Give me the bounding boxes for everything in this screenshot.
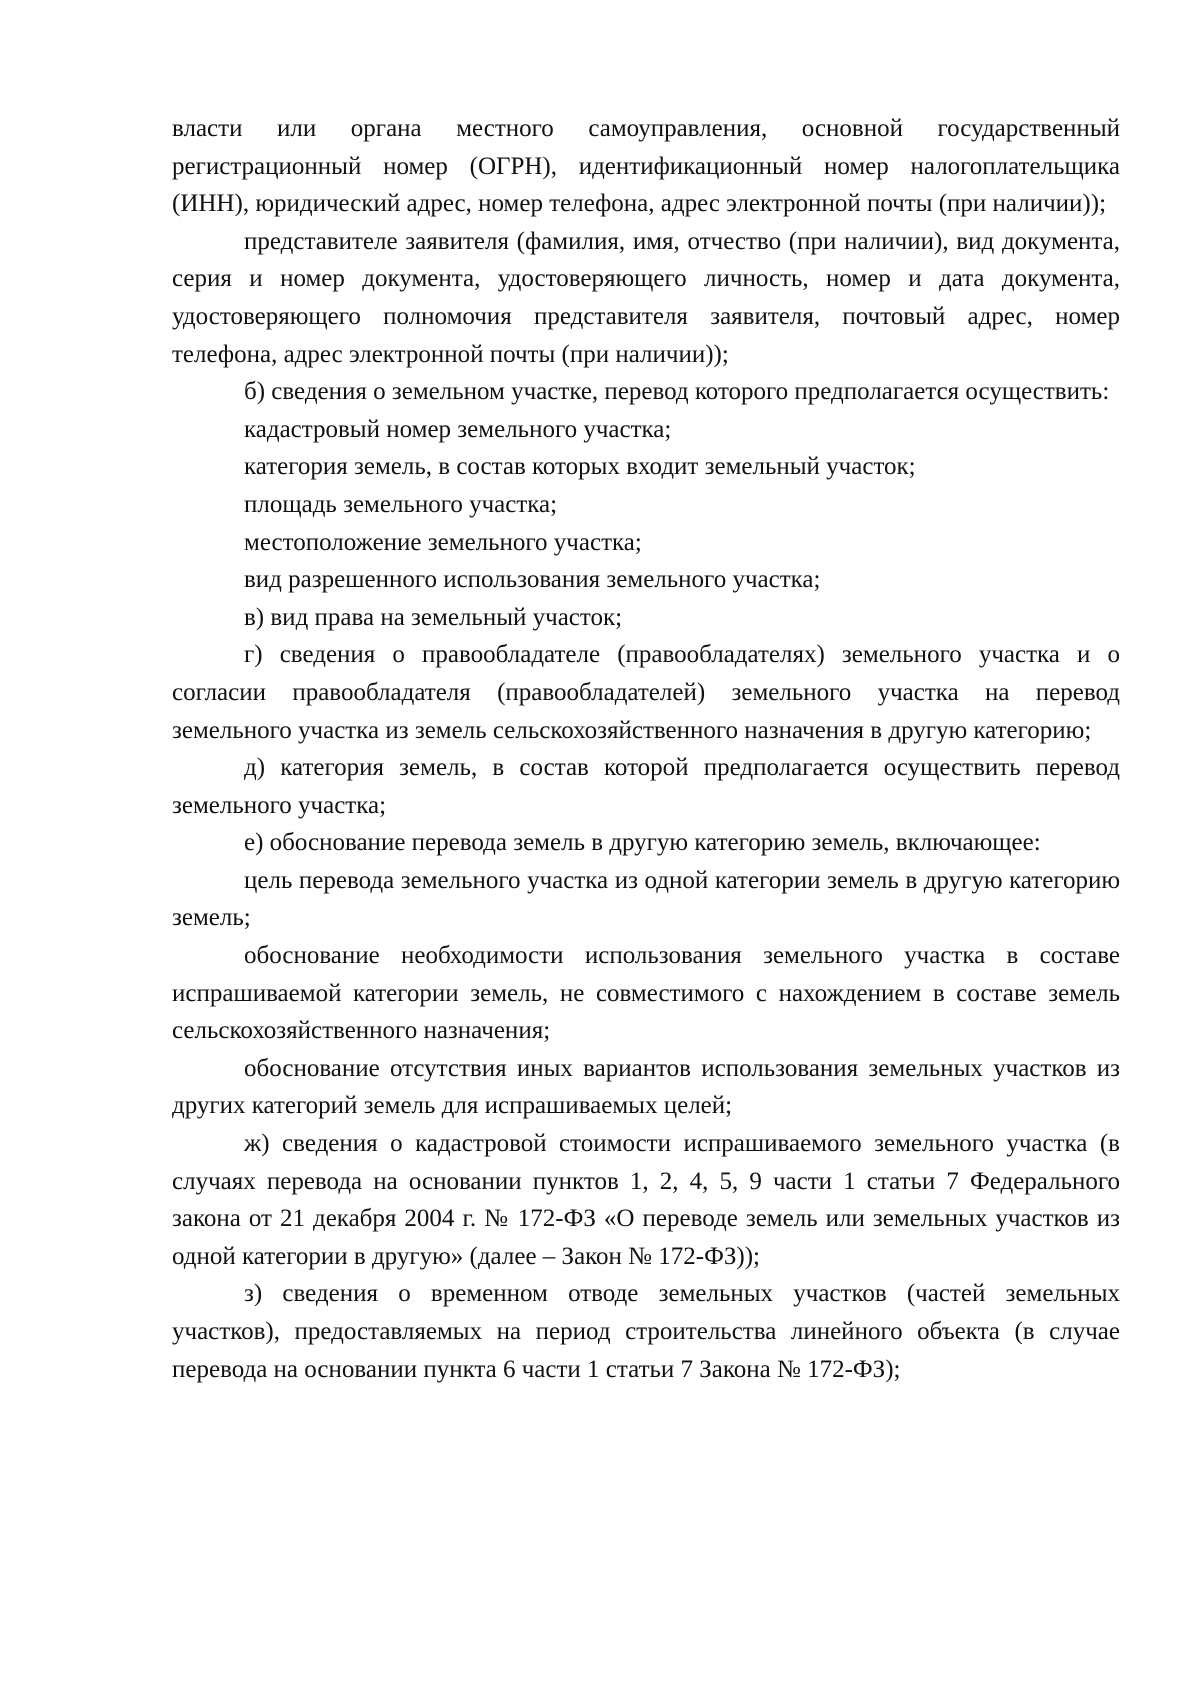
paragraph: е) обоснование перевода земель в другую категорию земель, включающее: — [244, 829, 1041, 857]
document-page — [172, 110, 1120, 1388]
paragraph: б) сведения о земельном участке, перевод которого предполагается осуществить: — [244, 378, 1110, 406]
paragraph: власти или органа местного самоуправления, основной государственный регистрационный номер (ОГРН), идентификационный номер налогоплательщика (ИНН), юридический адрес, номер телефона, адрес электронной почты (при наличии)); — [172, 115, 1120, 218]
paragraph: кадастровый номер земельного участка; — [244, 415, 672, 443]
paragraph: г) сведения о правообладателе (правообладателях) земельного участка и о согласии правообладателя (правообладателей) земельного участка на перевод земельного участка из земель сельскохозяйственного назначения в другую категорию; — [172, 641, 1120, 744]
paragraph: местоположение земельного участка; — [244, 528, 642, 556]
paragraph: категория земель, в состав которых входит земельный участок; — [244, 453, 916, 481]
paragraph: д) категория земель, в состав которой предполагается осуществить перевод земельного участка; — [172, 754, 1120, 819]
paragraph: в) вид права на земельный участок; — [244, 603, 623, 631]
paragraph: обоснование отсутствия иных вариантов использования земельных участков из других категорий земель для испрашиваемых целей; — [172, 1054, 1120, 1120]
paragraph: представителе заявителя (фамилия, имя, отчество (при наличии), вид документа, серия и номер документа, удостоверяющего личность, номер и дата документа, удостоверяющего полномочия представителя заявителя, почтовый адрес, номер телефона, адрес электронной почты (при наличии)); — [172, 227, 1120, 368]
paragraph: вид разрешенного использования земельного участка; — [244, 566, 821, 594]
paragraph: обоснование необходимости использования земельного участка в составе испрашиваемой категории земель, не совместимого с нахождением в составе земель сельскохозяйственного назначения; — [172, 942, 1120, 1045]
paragraph: з) сведения о временном отводе земельных участков (частей земельных участков), предоставляемых на период строительства линейного объекта (в случае перевода на основании пункта 6 части 1 статьи 7 Закона № 172-ФЗ); — [172, 1280, 1120, 1383]
paragraph: цель перевода земельного участка из одной категории земель в другую категорию земель; — [172, 866, 1120, 932]
paragraph: ж) сведения о кадастровой стоимости испрашиваемого земельного участка (в случаях перевода на основании пунктов 1, 2, 4, 5, 9 части 1 статьи 7 Федерального закона от 21 декабря 2004 г. № 172-ФЗ «О переводе земель или земельных участков из одной категории в другую» (далее – Закон № 172-ФЗ)); — [172, 1130, 1120, 1270]
paragraph: площадь земельного участка; — [244, 490, 558, 518]
